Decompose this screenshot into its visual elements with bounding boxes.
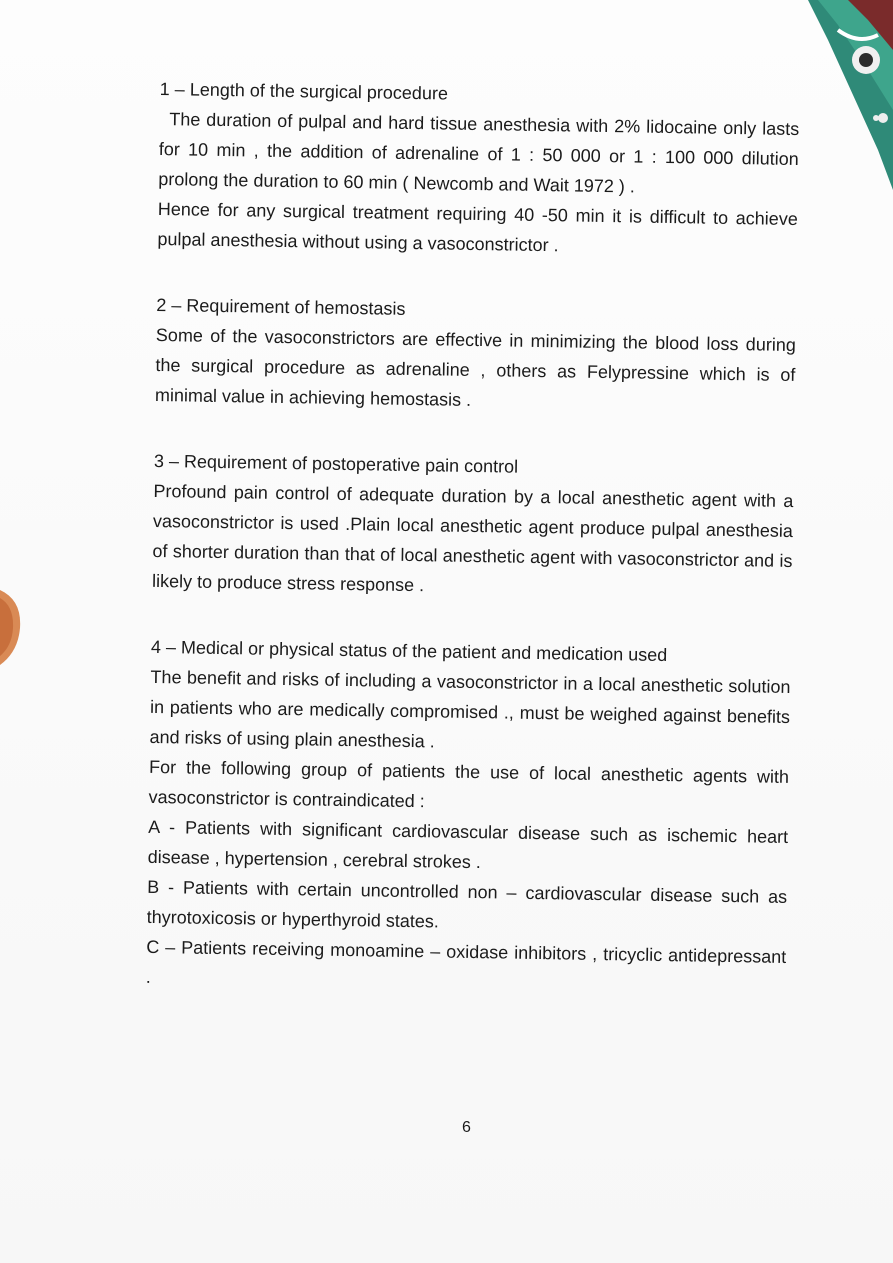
paragraph: The benefit and risks of including a vasoconstrictor in a local anesthetic solution in patients who are medically compromised ., must be weighed against benefits and risks of using plain anesthesia .: [149, 666, 791, 752]
page-number: 6: [462, 1119, 471, 1136]
paragraph: Hence for any surgical treatment requiring 40 -50 min it is difficult to achieve pulpal anesthesia without using a vasoconstrictor .: [157, 198, 798, 256]
list-item: C – Patients receiving monoamine – oxidase inhibitors , tricyclic antidepressant .: [145, 936, 787, 987]
fabric-corner-image: [798, 0, 893, 190]
section-postoperative-pain: [152, 446, 794, 606]
section-heading: 1 – Length of the surgical procedure: [159, 78, 449, 104]
paragraph: The duration of pulpal and hard tissue anesthesia with 2% lidocaine only lasts for 10 min , the addition of adrenaline of 1 : 50 000 or 1 : 100 000 dilution prolong the duration to 60 min ( Newcomb and Wait 1972 ) .: [158, 109, 800, 197]
paragraph: Some of the vasoconstrictors are effective in minimizing the blood loss during the surgical procedure as adrenaline , others as Felypressine which is of minimal value in achieving hemostasis .: [154, 324, 796, 410]
section-heading: 3 – Requirement of postoperative pain control: [153, 450, 519, 477]
section-hemostasis: [155, 290, 797, 420]
list-item: B - Patients with certain uncontrolled non – cardiovascular disease such as thyrotoxicosis or hyperthyroid states.: [146, 876, 788, 932]
section-heading: 4 – Medical or physical status of the patient and medication used: [150, 636, 668, 666]
section-heading: 2 – Requirement of hemostasis: [156, 294, 406, 319]
section-medical-status: [146, 632, 792, 1002]
paragraph: Profound pain control of adequate duration by a local anesthetic agent with a vasoconstrictor is used .Plain local anesthetic agent produce pulpal anesthesia of shorter duration than that of local anesthetic agent with vasoconstrictor and is likely to produce stress response .: [151, 480, 794, 596]
document-body: [145, 74, 800, 1038]
list-item: A - Patients with significant cardiovascular disease such as ischemic heart disease , hypertension , cerebral strokes .: [147, 816, 789, 873]
finger-edge-image: [0, 590, 24, 665]
paragraph: For the following group of patients the use of local anesthetic agents with vasoconstrictor is contraindicated :: [148, 756, 790, 812]
section-length-of-procedure: [157, 74, 800, 264]
